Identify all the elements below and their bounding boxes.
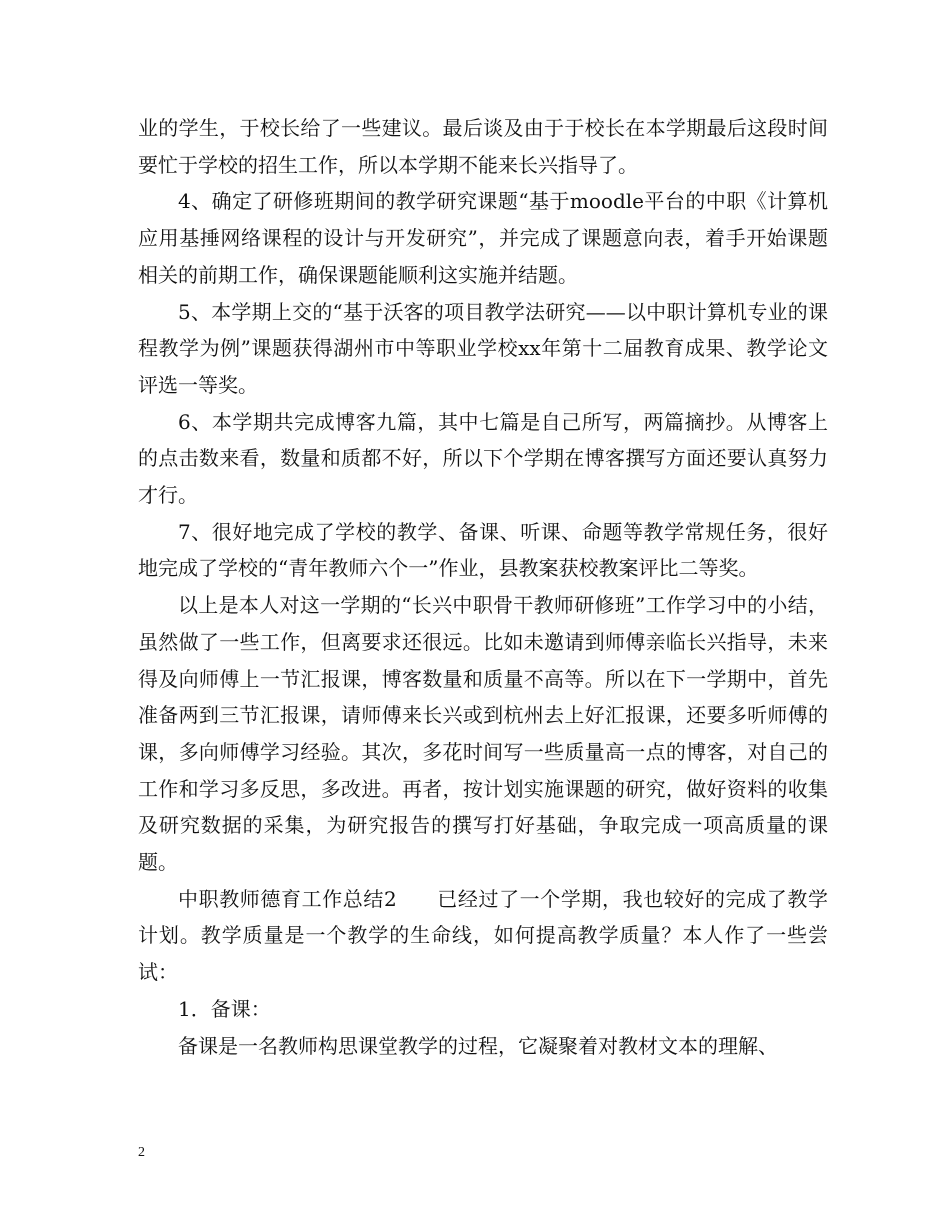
section-2-paragraph (138, 881, 828, 991)
section-2-body: 已经过了一个学期，我也较好的完成了教学计划。教学质量是一个教学的生命线，如何提高教学质量？本人作了一些尝试： (138, 886, 828, 985)
paragraph-item-6: 6、本学期共完成博客九篇，其中七篇是自己所写，两篇摘抄。从博客上的点击数来看，数量和质都不好，所以下个学期在博客撰写方面还要认真努力才行。 (138, 409, 828, 508)
item-1-body: 备课是一名教师构思课堂教学的过程，它凝聚着对教材文本的理解、 (178, 1033, 778, 1058)
document-body (138, 110, 828, 1064)
paragraph-item-4: 4、确定了研修班期间的教学研究课题“基于moodle平台的中职《计算机应用基捶网络课程的设计与开发研究”，并完成了课题意向表，着手开始课题相关的前期工作，确保课题能顺利这实施并结题。 (138, 189, 828, 287)
paragraph-item-5: 5、本学期上交的“基于沃客的项目教学法研究——以中职计算机专业的课程教学为例”课题获得湖州市中等职业学校xx年第十二届教育成果、教学论文评选一等奖。 (138, 299, 828, 397)
paragraph-item-7: 7、很好地完成了学校的教学、备课、听课、命题等教学常规任务，很好地完成了学校的“青年教师六个一”作业，县教案获校教案评比二等奖。 (138, 519, 828, 581)
page-number: 2 (138, 1145, 145, 1160)
paragraph-summary: 以上是本人对这一学期的“长兴中职骨干教师研修班”工作学习中的小结，虽然做了一些工作，但离要求还很远。比如未邀请到师傅亲临长兴指导，未来得及向师傅上一节汇报课，博客数量和质量不高等。所以在下一学期中，首先准备两到三节汇报课，请师傅来长兴或到杭州去上好汇报课，还要多听师傅的课，多向师傅学习经验。其次，多花时间写一些质量高一点的博客，对自己的工作和学习多反思，多改进。再者，按计划实施课题的研究，做好资料的收集及研究数据的采集，为研究报告的撰写打好基础，争取完成一项高质量的课题。 (138, 593, 828, 875)
section-2-title: 中职教师德育工作总结2 (178, 886, 397, 911)
item-1-heading: 1．备课： (178, 996, 271, 1021)
paragraph-continuation: 业的学生，于校长给了一些建议。最后谈及由于于校长在本学期最后这段时间要忙于学校的招生工作，所以本学期不能来长兴指导了。 (138, 116, 828, 177)
